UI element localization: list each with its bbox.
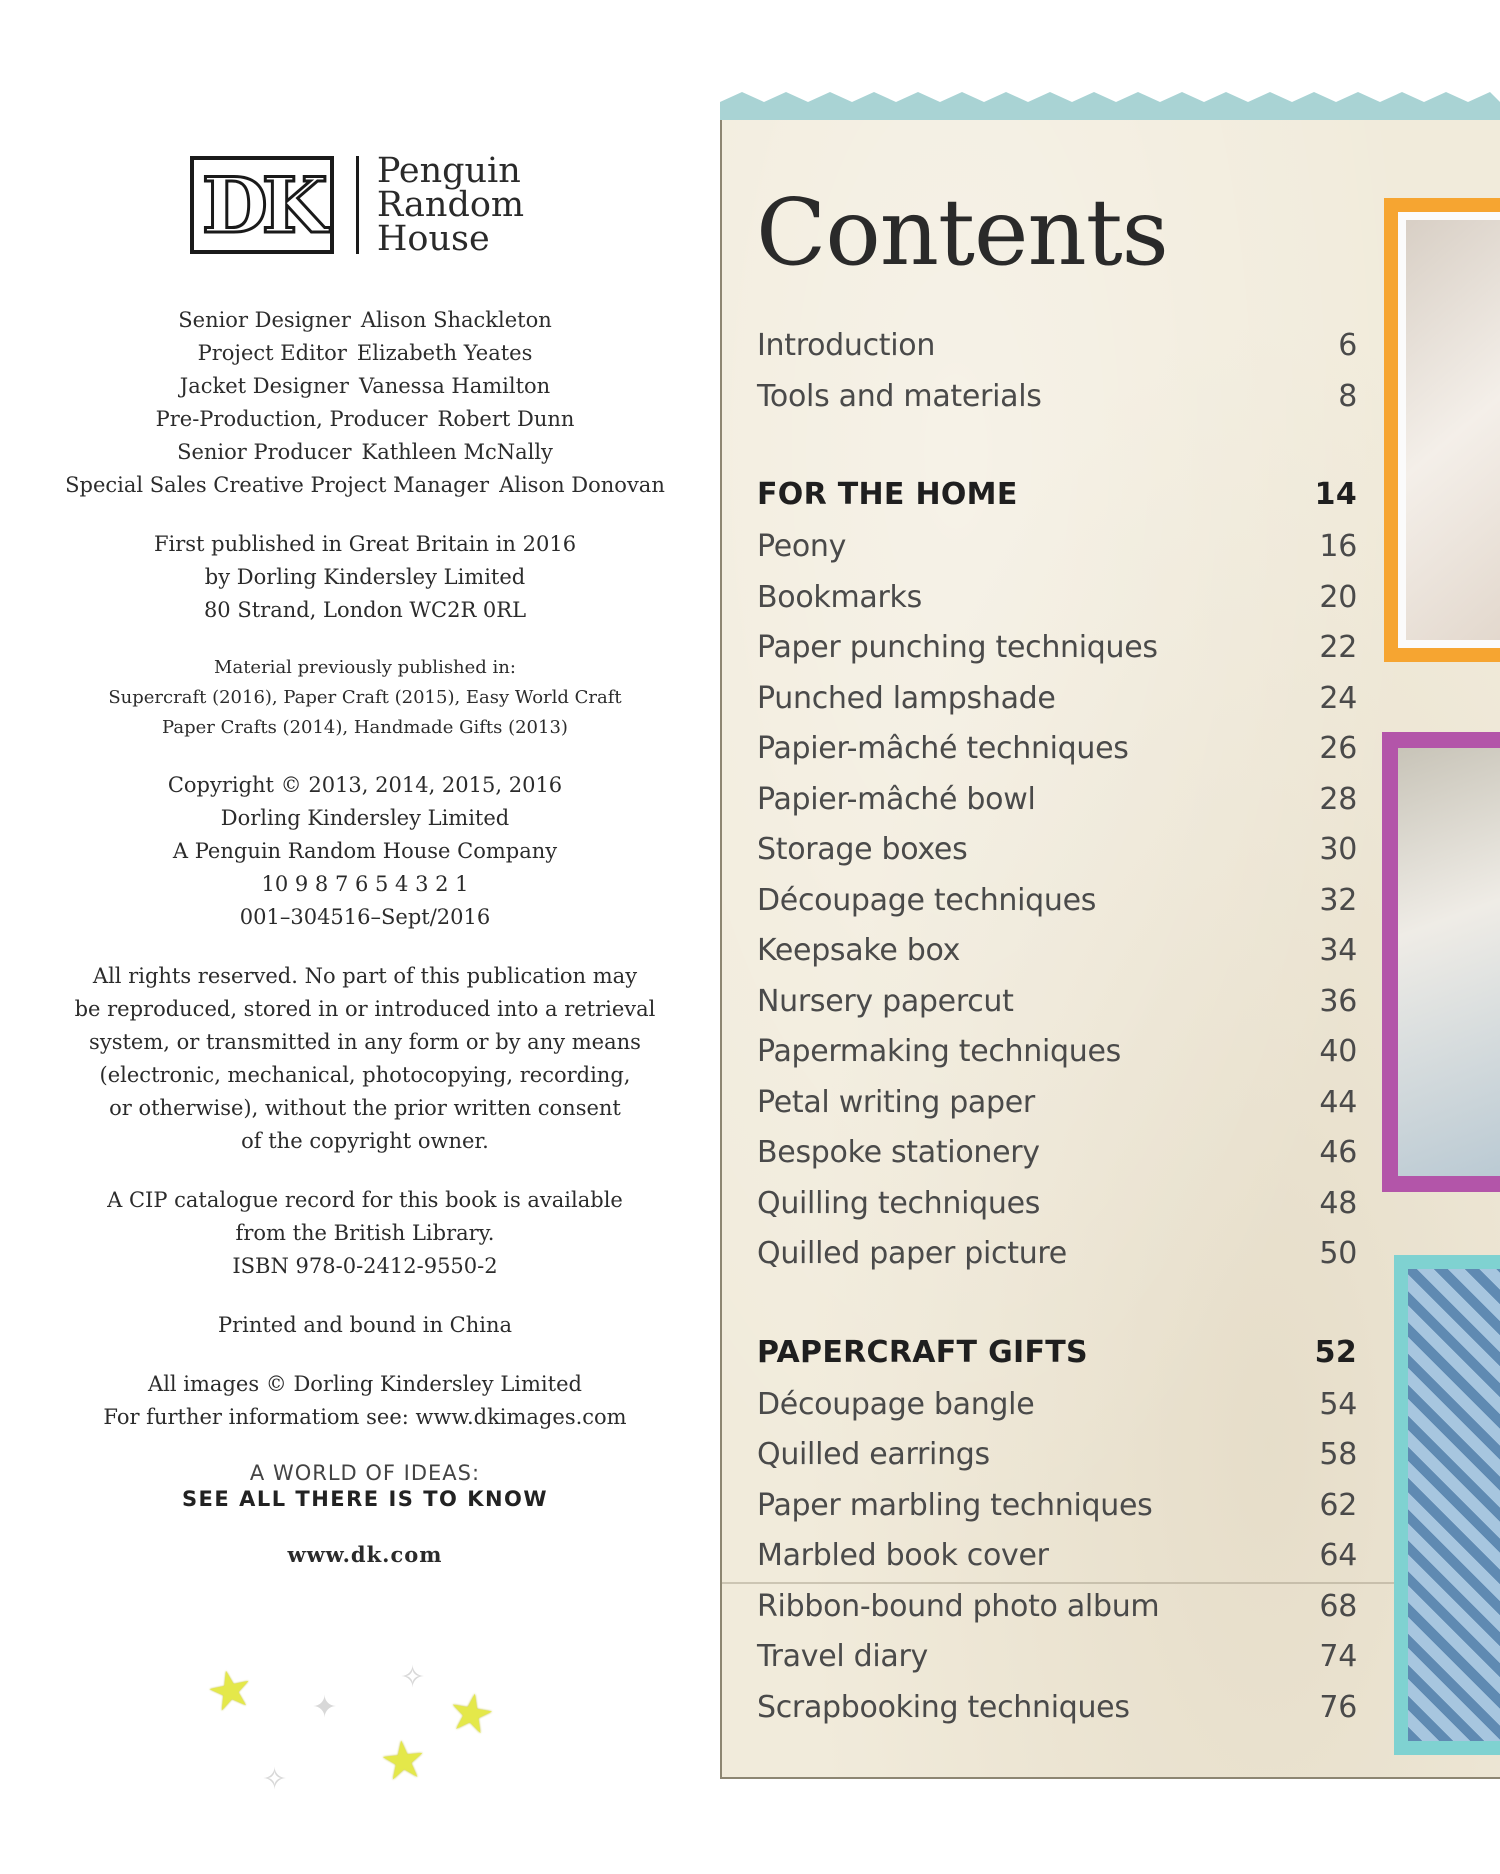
rights-statement	[60, 960, 670, 1158]
toc-entry-label: Quilling techniques	[757, 1185, 1041, 1221]
toc-entry-label: Introduction	[757, 328, 936, 363]
rights-line: be reproduced, stored in or introduced into a retrieval	[74, 997, 656, 1021]
toc-entry-label: Nursery papercut	[757, 983, 1014, 1019]
isbn-line: ISBN 978-0-2412-9550-2	[232, 1254, 498, 1278]
toc-entry[interactable]	[757, 1034, 1357, 1085]
toc-entry-label: Travel diary	[757, 1639, 928, 1674]
toc-entry[interactable]	[757, 1639, 1357, 1690]
toc-entry[interactable]	[757, 379, 1357, 430]
photo-frame-teal	[1394, 1255, 1500, 1755]
contents-page	[720, 120, 1500, 1779]
credit-role: Project Editor	[197, 341, 347, 365]
publication-line: 80 Strand, London WC2R 0RL	[203, 598, 527, 622]
credit-name: Kathleen McNally	[361, 440, 553, 464]
toc-entry-label: Bespoke stationery	[757, 1135, 1040, 1170]
toc-entry-page-number: 68	[1319, 1588, 1357, 1624]
logo-divider	[356, 156, 359, 254]
toc-section-heading[interactable]	[757, 1335, 1357, 1387]
toc-section-heading-page-number: 52	[1314, 1334, 1357, 1370]
toc-entry[interactable]	[757, 529, 1357, 580]
toc-entry[interactable]	[757, 681, 1357, 732]
credit-name: Alison Donovan	[499, 473, 665, 497]
toc-entry[interactable]	[757, 933, 1357, 984]
previous-material-line: Paper Crafts (2014), Handmade Gifts (2013)	[162, 717, 568, 738]
images-credit-line: All images © Dorling Kindersley Limited	[148, 1372, 582, 1396]
credit-role: Jacket Designer	[179, 374, 349, 398]
images-credit-line: For further informatiom see: www.dkimages.com	[103, 1405, 627, 1429]
toc-entry-label: Paper punching techniques	[757, 630, 1158, 665]
credit-row	[60, 370, 670, 403]
toc-entry[interactable]	[757, 1488, 1357, 1539]
dk-tagline	[60, 1460, 670, 1512]
toc-entry[interactable]	[757, 1387, 1357, 1438]
toc-entry-page-number: 24	[1319, 680, 1357, 716]
toc-entry-label: Papier-mâché techniques	[757, 731, 1129, 766]
copyright-line: Dorling Kindersley Limited	[220, 806, 510, 830]
copyright-line: Copyright © 2013, 2014, 2015, 2016	[167, 773, 563, 797]
toc-section-heading-label: FOR THE HOME	[757, 477, 1018, 512]
cip-record	[60, 1184, 670, 1283]
toc-entry-label: Bookmarks	[757, 579, 922, 615]
toc-entry-page-number: 58	[1319, 1437, 1357, 1472]
toc-entry-label: Découpage bangle	[757, 1386, 1035, 1422]
publication-line: by Dorling Kindersley Limited	[204, 565, 526, 589]
catalog-number-line: 001–304516–Sept/2016	[239, 905, 491, 929]
credit-role: Special Sales Creative Project Manager	[65, 473, 490, 497]
toc-entry-page-number: 34	[1319, 933, 1357, 968]
toc-entry-page-number: 64	[1319, 1538, 1357, 1573]
credit-name: Alison Shackleton	[360, 308, 552, 332]
toc-entry[interactable]	[757, 832, 1357, 883]
credit-row	[60, 469, 670, 502]
toc-entry-label: Scrapbooking techniques	[757, 1689, 1130, 1725]
previous-material-line: Supercraft (2016), Paper Craft (2015), Easy World Craft	[108, 687, 622, 708]
toc-entry[interactable]	[757, 1085, 1357, 1136]
toc-entry[interactable]	[757, 1690, 1357, 1741]
toc-entry-page-number: 76	[1319, 1689, 1357, 1725]
star-icon: ★	[376, 1728, 430, 1794]
penguin-random-house-wordmark	[376, 151, 525, 259]
toc-entry-label: Keepsake box	[757, 933, 961, 968]
craft-photo	[1398, 748, 1500, 1176]
photo-frame-orange	[1384, 198, 1500, 662]
tagline-line: SEE ALL THERE IS TO KNOW	[181, 1487, 549, 1511]
toc-section-heading-page-number: 14	[1314, 477, 1357, 512]
rights-line: system, or transmitted in any form or by any means	[89, 1030, 641, 1054]
toc-entry-label: Papermaking techniques	[757, 1034, 1121, 1069]
toc-spacer	[757, 429, 1357, 477]
printed-in: Printed and bound in China	[217, 1313, 513, 1337]
toc-entry[interactable]	[757, 328, 1357, 379]
photo-frame-purple	[1382, 732, 1500, 1192]
sparkle-icon: ✧	[400, 1660, 426, 1695]
print-run-line: 10 9 8 7 6 5 4 3 2 1	[261, 872, 469, 896]
previous-material-line: Material previously published in:	[214, 657, 516, 678]
images-credit	[60, 1368, 670, 1434]
toc-entry[interactable]	[757, 1236, 1357, 1287]
previous-material	[60, 653, 670, 743]
credit-row	[60, 403, 670, 436]
toc-entry-label: Quilled earrings	[757, 1437, 990, 1472]
credit-role: Senior Producer	[177, 440, 352, 464]
toc-entry[interactable]	[757, 782, 1357, 833]
sparkle-icon: ✦	[312, 1690, 338, 1725]
credit-role: Senior Designer	[178, 308, 351, 332]
toc-entry[interactable]	[757, 630, 1357, 681]
toc-entry-page-number: 28	[1319, 781, 1357, 817]
rights-line: All rights reserved. No part of this publication may	[92, 964, 638, 988]
toc-entry[interactable]	[757, 1437, 1357, 1488]
toc-entry[interactable]	[757, 1135, 1357, 1186]
toc-entry-page-number: 74	[1319, 1639, 1357, 1674]
toc-entry-label: Peony	[757, 529, 847, 564]
star-icon: ★	[201, 1656, 260, 1726]
toc-entry-label: Découpage techniques	[757, 882, 1097, 918]
publication-line: First published in Great Britain in 2016	[153, 532, 577, 556]
rights-line: (electronic, mechanical, photocopying, recording,	[99, 1063, 631, 1087]
toc-entry-label: Storage boxes	[757, 832, 968, 867]
toc-entry-label: Petal writing paper	[757, 1084, 1035, 1120]
toc-entry-label: Paper marbling techniques	[757, 1487, 1153, 1523]
toc-entry-label: Quilled paper picture	[757, 1236, 1067, 1271]
toc-entry[interactable]	[757, 580, 1357, 631]
wordmark-line: House	[376, 219, 490, 259]
copyright-block	[60, 769, 670, 934]
rights-line: or otherwise), without the prior written consent	[109, 1096, 621, 1120]
toc-entry-page-number: 32	[1319, 882, 1357, 918]
credit-row	[60, 436, 670, 469]
credit-name: Elizabeth Yeates	[356, 341, 533, 365]
toc-entry[interactable]	[757, 1589, 1357, 1640]
toc-entry-page-number: 22	[1319, 630, 1357, 665]
toc-entry[interactable]	[757, 984, 1357, 1035]
imprint-page	[60, 150, 670, 1567]
credit-row	[60, 337, 670, 370]
toc-entry-label: Marbled book cover	[757, 1538, 1049, 1573]
credits-list	[60, 304, 670, 502]
toc-entry-label: Tools and materials	[757, 378, 1042, 414]
toc-entry-label: Ribbon-bound photo album	[757, 1588, 1160, 1624]
rights-line: of the copyright owner.	[241, 1129, 489, 1153]
copyright-line: A Penguin Random House Company	[172, 839, 558, 863]
toc-section-heading-label: PAPERCRAFT GIFTS	[757, 1334, 1088, 1370]
toc-entry-page-number: 16	[1319, 529, 1357, 564]
credit-name: Vanessa Hamilton	[358, 374, 551, 398]
toc-section-heading[interactable]	[757, 477, 1357, 529]
toc-entry[interactable]	[757, 883, 1357, 934]
credit-name: Robert Dunn	[437, 407, 575, 431]
toc-entry-page-number: 40	[1319, 1034, 1357, 1069]
credit-role: Pre-Production, Producer	[155, 407, 428, 431]
toc-entry-page-number: 44	[1319, 1084, 1357, 1120]
cip-line: A CIP catalogue record for this book is available	[107, 1188, 623, 1212]
tagline-line: A WORLD OF IDEAS:	[249, 1461, 481, 1485]
table-of-contents	[757, 328, 1357, 1740]
toc-entry-page-number: 30	[1319, 832, 1357, 867]
craft-photo	[1408, 1269, 1500, 1741]
toc-entry[interactable]	[757, 731, 1357, 782]
publisher-logo	[44, 150, 670, 260]
toc-entry-page-number: 50	[1319, 1236, 1357, 1271]
wordmark-line: Penguin	[376, 151, 521, 191]
contents-title: Contents	[756, 179, 1168, 286]
publication-info	[60, 528, 670, 627]
page-fold-line	[722, 1582, 1500, 1584]
wordmark-line: Random	[376, 185, 525, 225]
toc-entry-page-number: 8	[1338, 378, 1357, 414]
toc-entry-label: Papier-mâché bowl	[757, 781, 1036, 817]
toc-entry-page-number: 62	[1319, 1487, 1357, 1523]
toc-entry-page-number: 6	[1338, 328, 1357, 363]
dk-logo-icon: DK	[190, 156, 334, 254]
star-icon: ★	[443, 1680, 500, 1748]
website-link[interactable]: www.dk.com	[287, 1542, 443, 1567]
toc-entry-page-number: 48	[1319, 1185, 1357, 1221]
toc-entry-page-number: 20	[1319, 579, 1357, 615]
sparkle-icon: ✧	[262, 1762, 288, 1797]
toc-entry-label: Punched lampshade	[757, 680, 1056, 716]
toc-entry-page-number: 26	[1319, 731, 1357, 766]
toc-entry-page-number: 54	[1319, 1386, 1357, 1422]
toc-spacer	[757, 1287, 1357, 1335]
cip-line: from the British Library.	[235, 1221, 495, 1245]
toc-entry-page-number: 46	[1319, 1135, 1357, 1170]
credit-row	[60, 304, 670, 337]
toc-entry[interactable]	[757, 1186, 1357, 1237]
toc-entry[interactable]	[757, 1538, 1357, 1589]
craft-photo	[1398, 212, 1500, 648]
toc-entry-page-number: 36	[1319, 983, 1357, 1019]
